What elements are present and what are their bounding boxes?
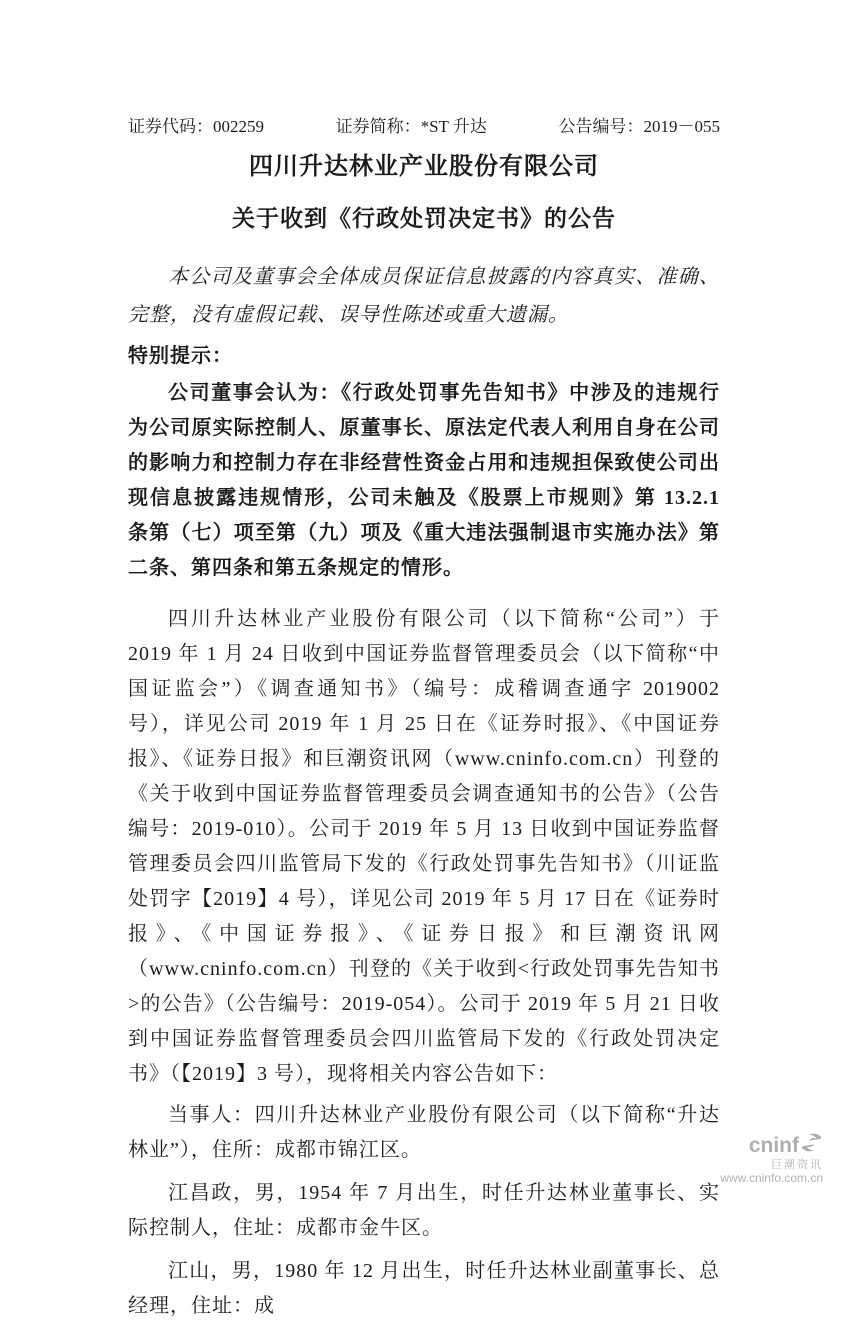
cninfo-logo-text: cninf — [748, 1133, 799, 1157]
body-paragraph-investigation-history: 四川升达林业产业股份有限公司（以下简称“公司”）于 2019 年 1 月 24 日收到中国证券监督管理委员会（以下简称“中国证监会”）《调查通知书》（编号：成稽调查通字 2019002 号），详见公司 2019 年 1 月 25 日在《证券时报》、《中国证券报》、《证券日报》和巨潮资讯网（www.cninfo.com.cn）刊登的《关于收到中国证券监督管理委员会调查通知书的公告》（公告编号：2019-010）。公司于 2019 年 5 月 13 日收到中国证券监督管理委员会四川监管局下发的《行政处罚事先告知书》（川证监处罚字【2019】4 号），详见公司 2019 年 5 月 17 日在《证券时报》、《中国证券报》、《证券日报》和巨潮资讯网（www.cninfo.com.cn）刊登的《关于收到<行政处罚事先告知书>的公告》（公告编号：2019-054）。公司于 2019 年 5 月 21 日收到中国证券监督管理委员会四川监管局下发的《行政处罚决定书》（【2019】3 号），现将相关内容公告如下： — [128, 608, 720, 1085]
cninfo-brand-name: 巨潮资讯 — [771, 1158, 823, 1171]
cninfo-watermark — [720, 1131, 823, 1186]
announcement-title: 关于收到《行政处罚决定书》的公告 — [232, 206, 616, 231]
body-paragraph-party-jiangchangzheng: 江昌政，男，1954 年 7 月出生，时任升达林业董事长、实际控制人，住址：成都市金牛区。 — [128, 1182, 720, 1239]
body-paragraph-party-company: 当事人：四川升达林业产业股份有限公司（以下简称“升达林业”），住所：成都市锦江区。 — [128, 1104, 720, 1161]
board-disclaimer-paragraph: 本公司及董事会全体成员保证信息披露的内容真实、准确、完整，没有虚假记载、误导性陈述或重大遗漏。 — [128, 266, 720, 326]
special-note-label: 特别提示： — [128, 345, 233, 367]
announcement-number: 公告编号：2019－055 — [558, 117, 720, 136]
stock-abbreviation: 证券简称：*ST 升达 — [335, 117, 487, 136]
body-paragraph-party-jiangshan: 江山，男，1980 年 12 月出生，时任升达林业副董事长、总经理，住址：成 — [128, 1260, 720, 1317]
document-page — [128, 0, 720, 1324]
cninfo-swirl-icon — [800, 1131, 823, 1160]
company-name-title: 四川升达林业产业股份有限公司 — [249, 154, 599, 180]
document-header — [128, 116, 720, 138]
cninfo-logo — [720, 1131, 823, 1160]
cninfo-url: www.cninfo.com.cn — [720, 1171, 823, 1186]
stock-code: 证券代码：002259 — [128, 117, 264, 136]
special-note-paragraph: 公司董事会认为：《行政处罚事先告知书》中涉及的违规行为公司原实际控制人、原董事长、原法定代表人利用自身在公司的影响力和控制力存在非经营性资金占用和违规担保致使公司出现信息披露违规情形，公司未触及《股票上市规则》第 13.2.1 条第（七）项至第（九）项及《重大违法强制退市实施办法》第二条、第四条和第五条规定的情形。 — [128, 382, 720, 579]
